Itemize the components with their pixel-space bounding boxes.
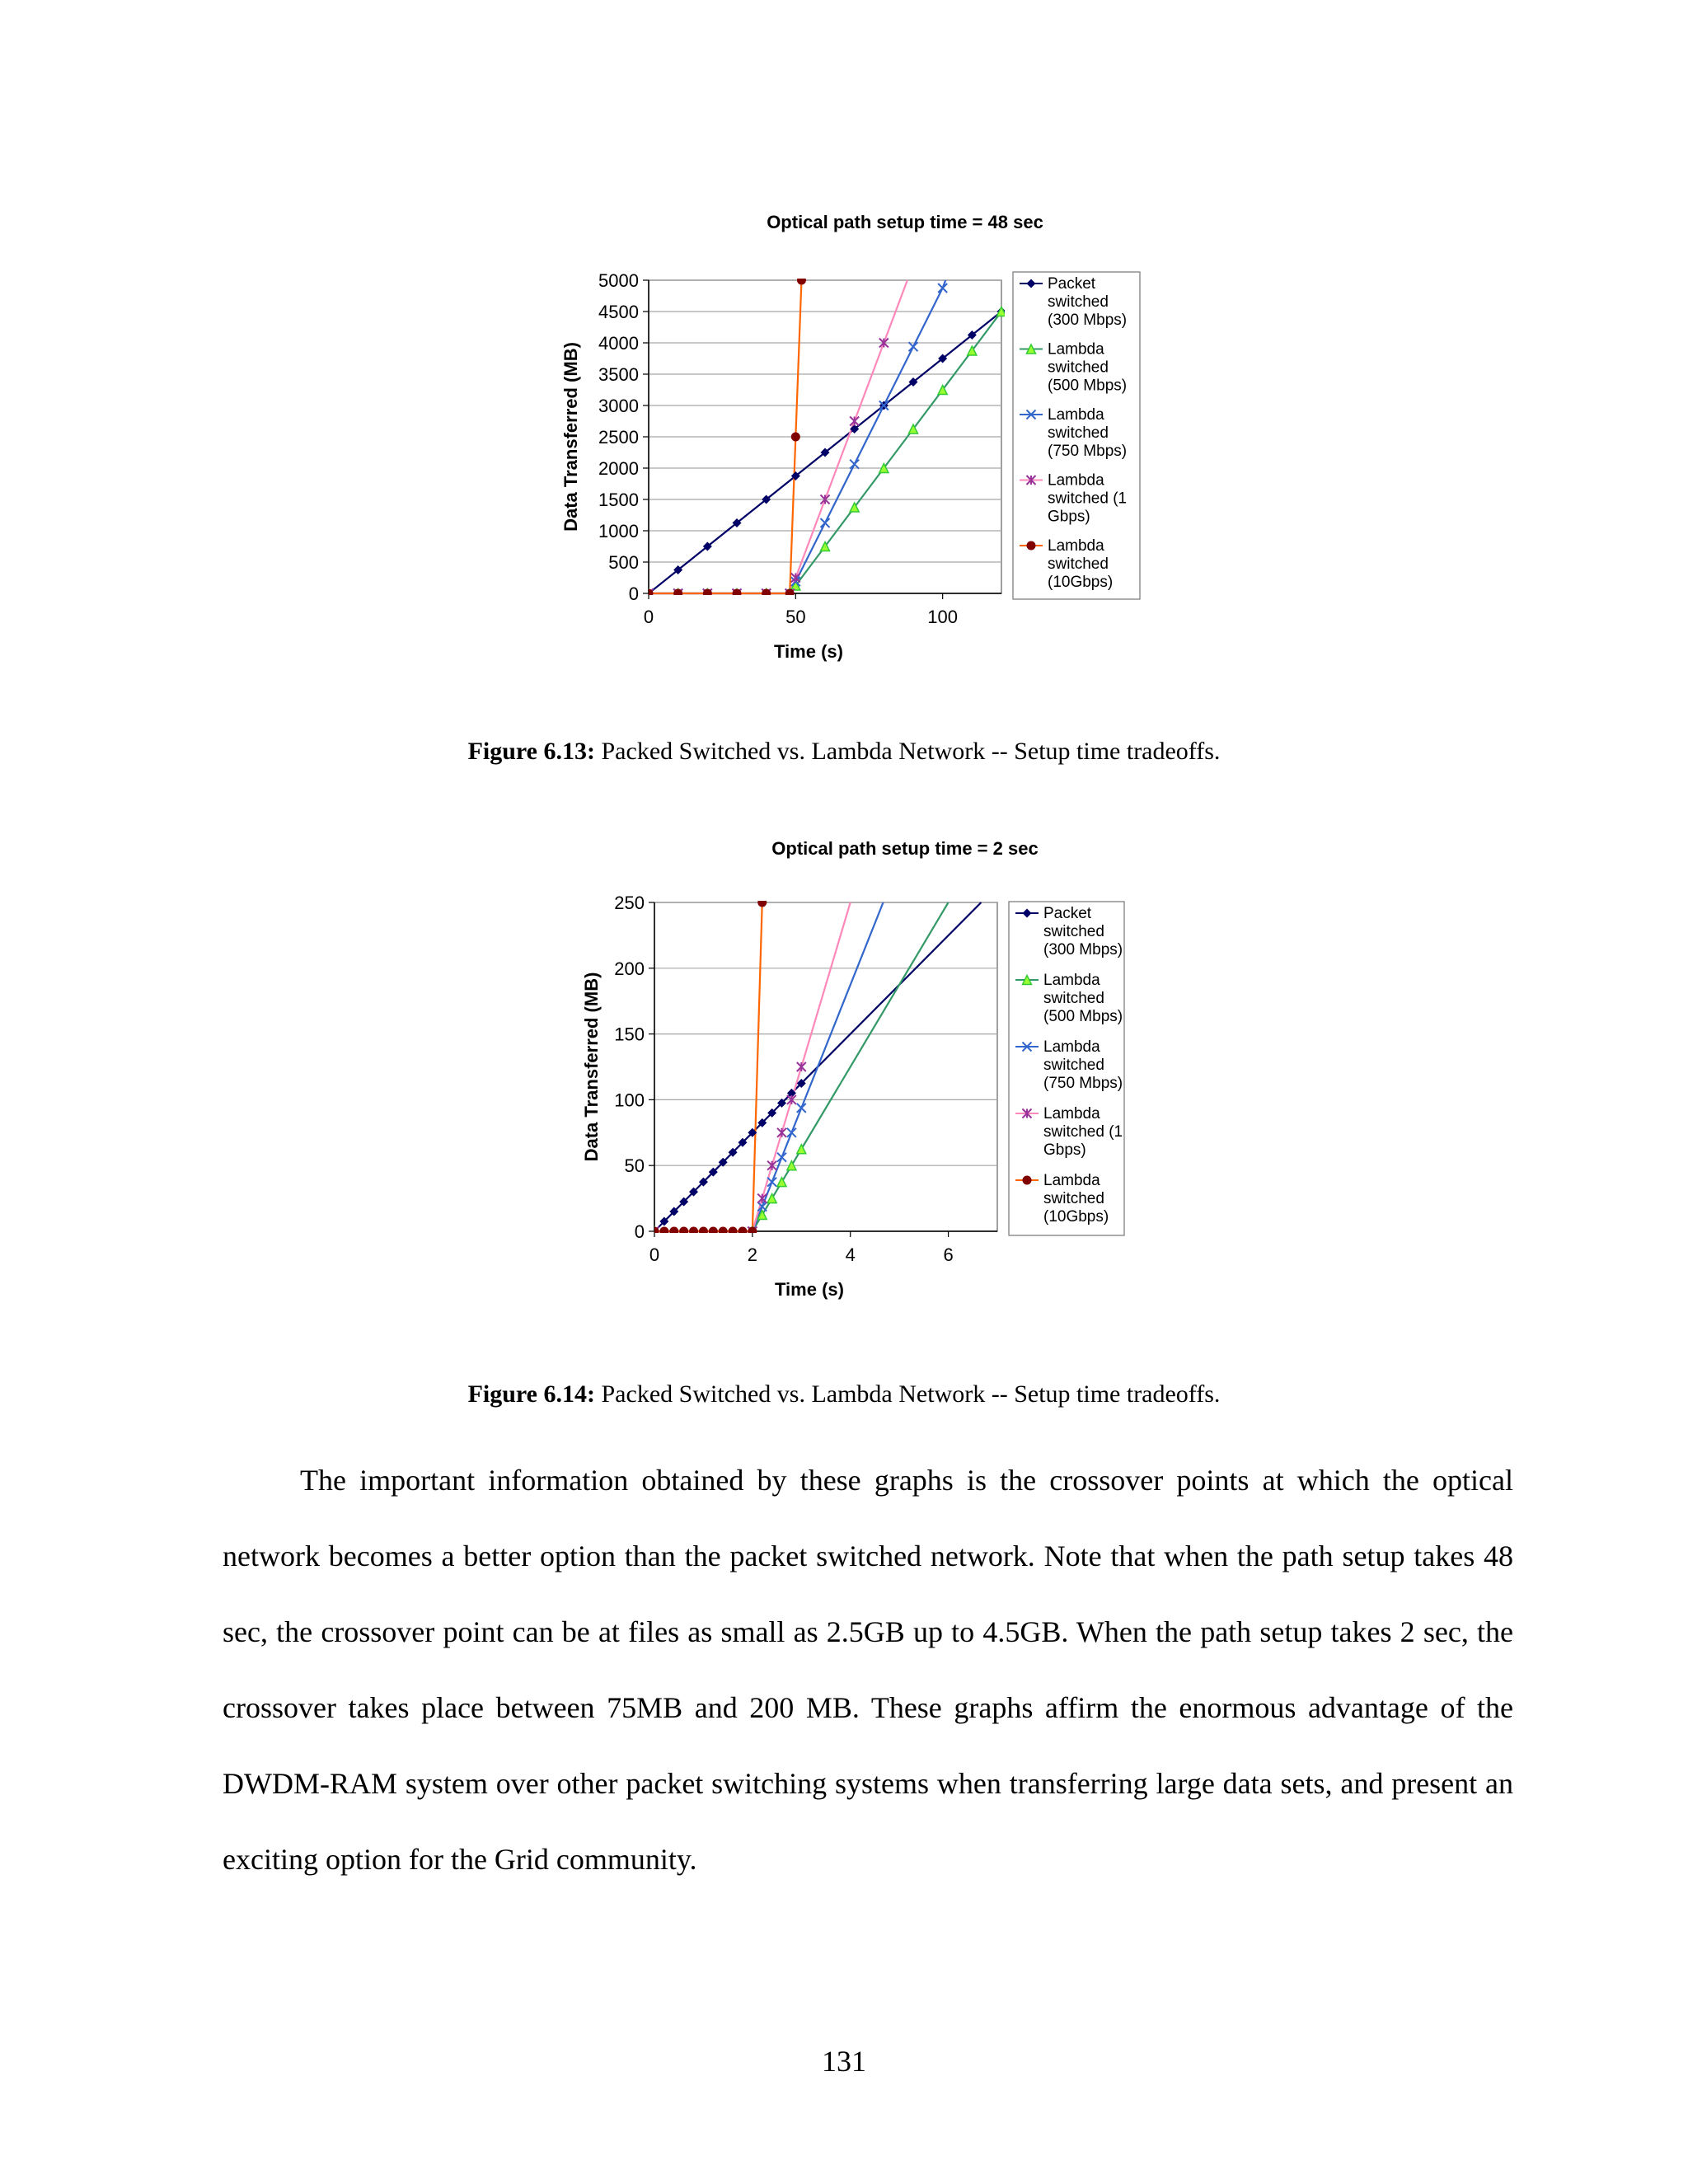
- body-paragraph: The important information obtained by these graphs is the crossover points at which the optical network becomes a better option than the packet switched network. Note that when the path setup takes 48 sec, the crossover point can be at files as small as 2.5GB up to 4.5GB. When the path setup takes 2 sec, the crossover takes place between 75MB and 200 MB. These graphs affirm the enormous advantage of the DWDM-RAM system over other packet switching systems when transferring large data sets, and present an exciting option for the Grid community.: [223, 1464, 1513, 1876]
- x-tick-label: 50: [785, 607, 806, 627]
- y-tick-label: 1000: [598, 521, 639, 541]
- x-tick-label: 6: [943, 1244, 954, 1265]
- legend-entry-text: (500 Mbps): [1043, 1008, 1123, 1025]
- data-point: [699, 1227, 708, 1236]
- legend-entry-text: switched: [1048, 293, 1109, 311]
- x-tick-label: 2: [747, 1244, 757, 1265]
- legend-entry-text: (10Gbps): [1048, 574, 1114, 591]
- legend-entry-text: switched: [1048, 555, 1109, 573]
- data-point: [738, 1227, 747, 1236]
- data-point: [729, 1227, 738, 1236]
- chart-title: Optical path setup time = 2 sec: [771, 838, 1039, 859]
- data-point: [733, 589, 742, 598]
- legend-entry-text: Packet: [1043, 905, 1092, 922]
- y-tick-label: 1500: [598, 490, 639, 510]
- y-tick-label: 4000: [598, 333, 639, 354]
- legend-entry-text: switched: [1048, 359, 1109, 377]
- x-tick-label: 0: [649, 1244, 660, 1265]
- chart-title: Optical path setup time = 48 sec: [767, 212, 1043, 232]
- y-axis-label: Data Transferred (MB): [560, 342, 581, 532]
- legend-entry-text: Lambda: [1043, 1038, 1100, 1056]
- y-tick-label: 4500: [598, 302, 639, 322]
- legend-entry-text: (10Gbps): [1043, 1208, 1109, 1226]
- data-point: [673, 589, 682, 598]
- y-tick-label: 2500: [598, 427, 639, 448]
- figure-caption-6-14: [0, 1380, 1688, 1408]
- legend-entry-text: Lambda: [1048, 471, 1104, 490]
- caption-text: Packed Switched vs. Lambda Network -- Setup time tradeoffs.: [595, 1380, 1221, 1408]
- legend-entry-text: (500 Mbps): [1048, 377, 1128, 395]
- legend-entry-text: Gbps): [1043, 1141, 1086, 1159]
- caption-text: Packed Switched vs. Lambda Network -- Setup time tradeoffs.: [595, 738, 1221, 765]
- y-tick-label: 100: [614, 1090, 645, 1111]
- data-point: [669, 1227, 678, 1236]
- y-tick-label: 50: [624, 1155, 645, 1177]
- legend-swatch-marker: [1023, 1176, 1032, 1185]
- y-tick-label: 3000: [598, 396, 639, 416]
- legend-entry-text: Lambda: [1043, 972, 1100, 989]
- legend-entry-text: Lambda: [1048, 340, 1104, 359]
- legend-entry-text: Packet: [1048, 275, 1096, 293]
- legend-entry-text: switched: [1043, 1190, 1104, 1207]
- legend-entry-text: switched: [1043, 923, 1104, 940]
- chart-setup-2s: [0, 824, 1688, 1327]
- legend-entry-text: (300 Mbps): [1043, 941, 1123, 958]
- legend-entry-text: (750 Mbps): [1048, 443, 1128, 460]
- legend-entry-text: Gbps): [1048, 508, 1090, 526]
- legend-entry-text: Lambda: [1048, 406, 1104, 424]
- x-tick-label: 100: [927, 607, 959, 627]
- data-point: [719, 1227, 728, 1236]
- x-tick-label: 0: [643, 607, 654, 627]
- legend-entry-text: switched (1: [1048, 490, 1128, 508]
- data-point: [679, 1227, 688, 1236]
- data-point: [689, 1227, 698, 1236]
- chart-setup-48s: [0, 198, 1688, 692]
- y-tick-label: 150: [614, 1024, 645, 1045]
- data-point: [762, 589, 771, 598]
- figure-caption-6-13: [0, 738, 1688, 766]
- y-tick-label: 5000: [598, 270, 639, 291]
- legend-entry-text: (300 Mbps): [1048, 312, 1128, 329]
- legend-entry-text: switched: [1048, 424, 1109, 442]
- y-tick-label: 200: [614, 958, 645, 979]
- y-tick-label: 3500: [598, 364, 639, 385]
- y-tick-label: 250: [614, 893, 645, 913]
- data-point: [757, 898, 767, 907]
- legend-entry-text: switched: [1043, 990, 1104, 1007]
- x-axis-label: Time (s): [774, 641, 843, 662]
- x-axis-label: Time (s): [775, 1279, 844, 1300]
- y-axis-label: Data Transferred (MB): [581, 972, 602, 1162]
- data-point: [703, 589, 712, 598]
- y-tick-label: 2000: [598, 458, 639, 479]
- data-point: [791, 433, 800, 442]
- x-tick-label: 4: [845, 1244, 856, 1265]
- page-number: 131: [822, 2045, 866, 2078]
- caption-label: Figure 6.14:: [467, 1380, 595, 1408]
- data-point: [785, 589, 795, 598]
- data-point: [659, 1227, 668, 1236]
- y-tick-label: 0: [634, 1221, 645, 1242]
- legend-entry-text: switched: [1043, 1057, 1104, 1074]
- y-tick-label: 500: [608, 552, 639, 573]
- y-tick-label: 0: [628, 583, 639, 604]
- legend-entry-text: switched (1: [1043, 1123, 1123, 1141]
- legend-entry-text: (750 Mbps): [1043, 1075, 1123, 1092]
- caption-label: Figure 6.13:: [467, 738, 595, 765]
- legend-swatch-marker: [1027, 541, 1036, 551]
- legend-entry-text: Lambda: [1048, 537, 1104, 555]
- legend-entry-text: Lambda: [1043, 1172, 1100, 1189]
- data-point: [709, 1227, 718, 1236]
- data-point: [797, 276, 806, 285]
- legend-entry-text: Lambda: [1043, 1105, 1100, 1122]
